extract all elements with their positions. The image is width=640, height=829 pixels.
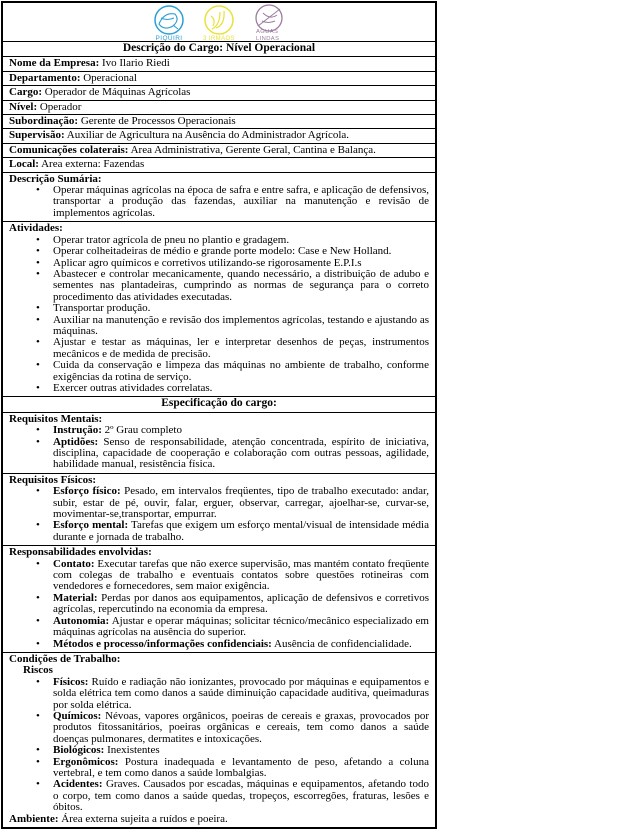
bullet-item: • Abastecer e controlar mecanicamente, quando necessário, a distribuição de adubo e sementes nas plantadeiras, cumprindo as normas de segurança para o correto procedimento das atividades executadas. <box>9 269 429 303</box>
bullet-item: • Transportar produção. <box>9 303 429 314</box>
bullet-label: Métodos e processo/informações confidenciais: <box>53 637 272 650</box>
bullet-label: Autonomia: <box>53 614 110 627</box>
info-value: Ivo Ilario Riedi <box>99 57 170 70</box>
bullet-item: • Aplicar agro químicos e corretivos utilizando-se rigorosamente E.P.I.s <box>9 258 429 269</box>
info-label: Local: <box>9 158 39 171</box>
bullet-text: Perdas por danos aos equipamentos, aplicação de defensivos e corretivos agrícolas, repercutindo na economia da empresa. <box>53 591 429 616</box>
bullet-item <box>9 593 429 616</box>
bullet-list <box>9 235 429 395</box>
bullet-item <box>9 711 429 745</box>
bullet-label: Material: <box>53 591 98 604</box>
bullet-item: • Operar máquinas agrícolas na época de safra e entre safra, e aplicação de defensivos, transportar a produção das fazendas, auxiliar na manutenção e revisão de implementos agrícolas. <box>9 185 429 219</box>
info-value: Gerente de Processos Operacionais <box>78 115 236 128</box>
section-responsabilidades <box>3 545 435 652</box>
bullet-text: Senso de responsabilidade, atenção concentrada, espírito de iniciativa, disciplina, capacidade de cooperação e colaboração com outras pessoas, agilidade, habilidade manual, resistência física. <box>53 435 429 471</box>
bullet-list <box>9 425 429 471</box>
info-value: Auxiliar de Agricultura na Ausência do Administrador Agrícola. <box>64 129 350 142</box>
bullet-label: Ergonômicos: <box>53 755 119 768</box>
bullet-item: • Operar trator agrícola de pneu no plantio e gradagem. <box>9 235 429 246</box>
section-condicoes-trabalho <box>3 652 435 827</box>
ambiente-row <box>9 814 429 825</box>
bullet-text: Ajustar e operar máquinas; solicitar técnico/mecânico especializado em máquinas agrícolas na ausência do superior. <box>53 614 429 639</box>
irmaos-logo-label: 3 IRMÃOS <box>203 36 235 41</box>
bullet-item <box>9 677 429 711</box>
section-heading: Descrição Sumária: <box>9 172 102 185</box>
bullet-label: Instrução: <box>53 424 102 437</box>
info-label: Nome da Empresa: <box>9 57 100 70</box>
info-row-cargo <box>3 85 435 99</box>
bullet-text: Ruído e radiação não ionizantes, provocado por máquinas e equipamentos e solda elétrica tem como danos a saúde diminuição capacidade auditiva, queimaduras por solda elétrica. <box>53 675 429 711</box>
bullet-text: Ausência de confidencialidade. <box>271 637 412 650</box>
bullet-item <box>9 639 429 650</box>
bullet-item: • Auxiliar na manutenção e revisão dos implementos agrícolas, testando e ajustando as máquinas. <box>9 315 429 338</box>
bullet-item: • Exercer outras atividades correlatas. <box>9 383 429 394</box>
bullet-item <box>9 520 429 543</box>
bullet-label: Químicos: <box>53 709 102 722</box>
aguas-lindas-logo-icon <box>249 4 289 41</box>
section-heading: Requisitos Mentais: <box>9 412 103 425</box>
bullet-list <box>9 677 429 814</box>
info-value: Area externa: Fazendas <box>38 158 145 171</box>
info-value: Operador <box>37 100 82 113</box>
ambiente-text: Área externa sujeita a ruídos e poeira. <box>58 812 228 825</box>
bullet-list <box>9 185 429 219</box>
info-value: Operacional <box>80 71 137 84</box>
info-label: Departamento: <box>9 71 81 84</box>
bullet-label: Físicos: <box>53 675 89 688</box>
bullet-list <box>9 486 429 543</box>
bullet-item: • Ajustar e testar as máquinas, ler e interpretar desenhos de peças, instrumentos mecânicos e de medida de precisão. <box>9 337 429 360</box>
piquiri-logo-icon <box>149 4 189 41</box>
ambiente-label: Ambiente: <box>9 812 59 825</box>
bullet-label: Biológicos: <box>53 744 105 757</box>
info-value: Operador de Máquinas Agrícolas <box>42 86 191 99</box>
aguas-lindas-logo-label-line2: LINDAS <box>256 36 280 41</box>
bullet-item <box>9 757 429 780</box>
section-atividades <box>3 221 435 396</box>
bullet-item <box>9 486 429 520</box>
bullet-label: Acidentes: <box>53 778 103 791</box>
document-title: Descrição do Cargo: Nível Operacional <box>3 41 435 56</box>
info-row-empresa <box>3 56 435 70</box>
bullet-item: • Operar colheitadeiras de médio e grande porte modelo: Case e New Holland. <box>9 246 429 257</box>
especificacao-title: Especificação do cargo: <box>3 396 435 411</box>
section-heading: Atividades: <box>9 222 63 235</box>
info-label: Comunicações colaterais: <box>9 143 129 156</box>
section-heading: Requisitos Físicos: <box>9 473 97 486</box>
bullet-item <box>9 437 429 471</box>
info-row-subordinacao <box>3 114 435 128</box>
aguas-lindas-logo-label-line1: AGUAS <box>256 29 279 35</box>
bullet-text: Pesado, em intervalos freqüentes, tipo de trabalho executado: andar, subir, estar de pé, ouvir, falar, erguer, observar, carregar, ajoelhar-se, curvar-se, movimentar-se,transportar, empurrar. <box>53 485 430 521</box>
bullet-text: Executar tarefas que não exerce supervisão, mas mantém contato freqüente com colegas de trabalho e eventuais contatos sobre questões rotineiras com vendedores e fornecedores, sem maior exigência. <box>53 557 429 593</box>
info-label: Nível: <box>9 100 38 113</box>
bullet-item: • Cuida da conservação e limpeza das máquinas no ambiente de trabalho, conforme exigências da rotina de serviço. <box>9 360 429 383</box>
bullet-text: Postura inadequada e levantamento de peso, afetando a coluna vertebral, e tem como danos a saúde lombalgias. <box>53 755 429 779</box>
riscos-subheading: Riscos <box>23 664 53 677</box>
section-heading: Responsabilidades envolvidas: <box>9 546 152 559</box>
info-row-supervisao <box>3 128 435 142</box>
bullet-text: 2º Grau completo <box>101 424 182 437</box>
info-row-local <box>3 157 435 171</box>
section-requisitos-mentais <box>3 412 435 473</box>
info-label: Supervisão: <box>9 129 65 142</box>
bullet-item <box>9 616 429 639</box>
info-label: Cargo: <box>9 86 42 99</box>
bullet-label: Contato: <box>53 557 95 570</box>
bullet-item <box>9 559 429 593</box>
bullet-label: Esforço mental: <box>53 519 129 532</box>
logos-row <box>3 3 435 41</box>
irmaos-logo-icon <box>199 4 239 41</box>
bullet-label: Esforço físico: <box>53 485 121 498</box>
section-heading: Condições de Trabalho: <box>9 652 121 665</box>
job-description-table <box>1 1 437 829</box>
info-row-comunicacoes <box>3 143 435 157</box>
info-value: Area Administrativa, Gerente Geral, Cantina e Balança. <box>128 143 376 156</box>
bullet-text: Inexistentes <box>104 744 160 757</box>
info-row-nivel <box>3 100 435 114</box>
bullet-text: Tarefas que exigem um esforço mental/visual de intensidade média durante e jornada de trabalho. <box>53 519 429 543</box>
info-row-departamento <box>3 71 435 85</box>
bullet-text: Graves. Causados por escadas, máquinas e equipamentos, afetando todo o corpo, tem como danos a saúde quedas, tropeços, escorregões, fraturas, lesões e óbitos. <box>53 778 429 814</box>
bullet-item <box>9 779 429 813</box>
bullet-text: Névoas, vapores orgânicos, poeiras de cereais e graxas, provocados por produtos fitossanitários, poeiras orgânicas e cereais, tem como danos a saúde doenças pulmonares, dermatites e intoxicações. <box>53 709 429 745</box>
bullet-label: Aptidões: <box>53 435 99 448</box>
piquiri-logo-label: PIQUIRI <box>155 35 183 41</box>
info-label: Subordinação: <box>9 115 79 128</box>
bullet-list <box>9 559 429 650</box>
section-requisitos-fisicos <box>3 473 435 545</box>
section-descricao-sumaria <box>3 172 435 222</box>
